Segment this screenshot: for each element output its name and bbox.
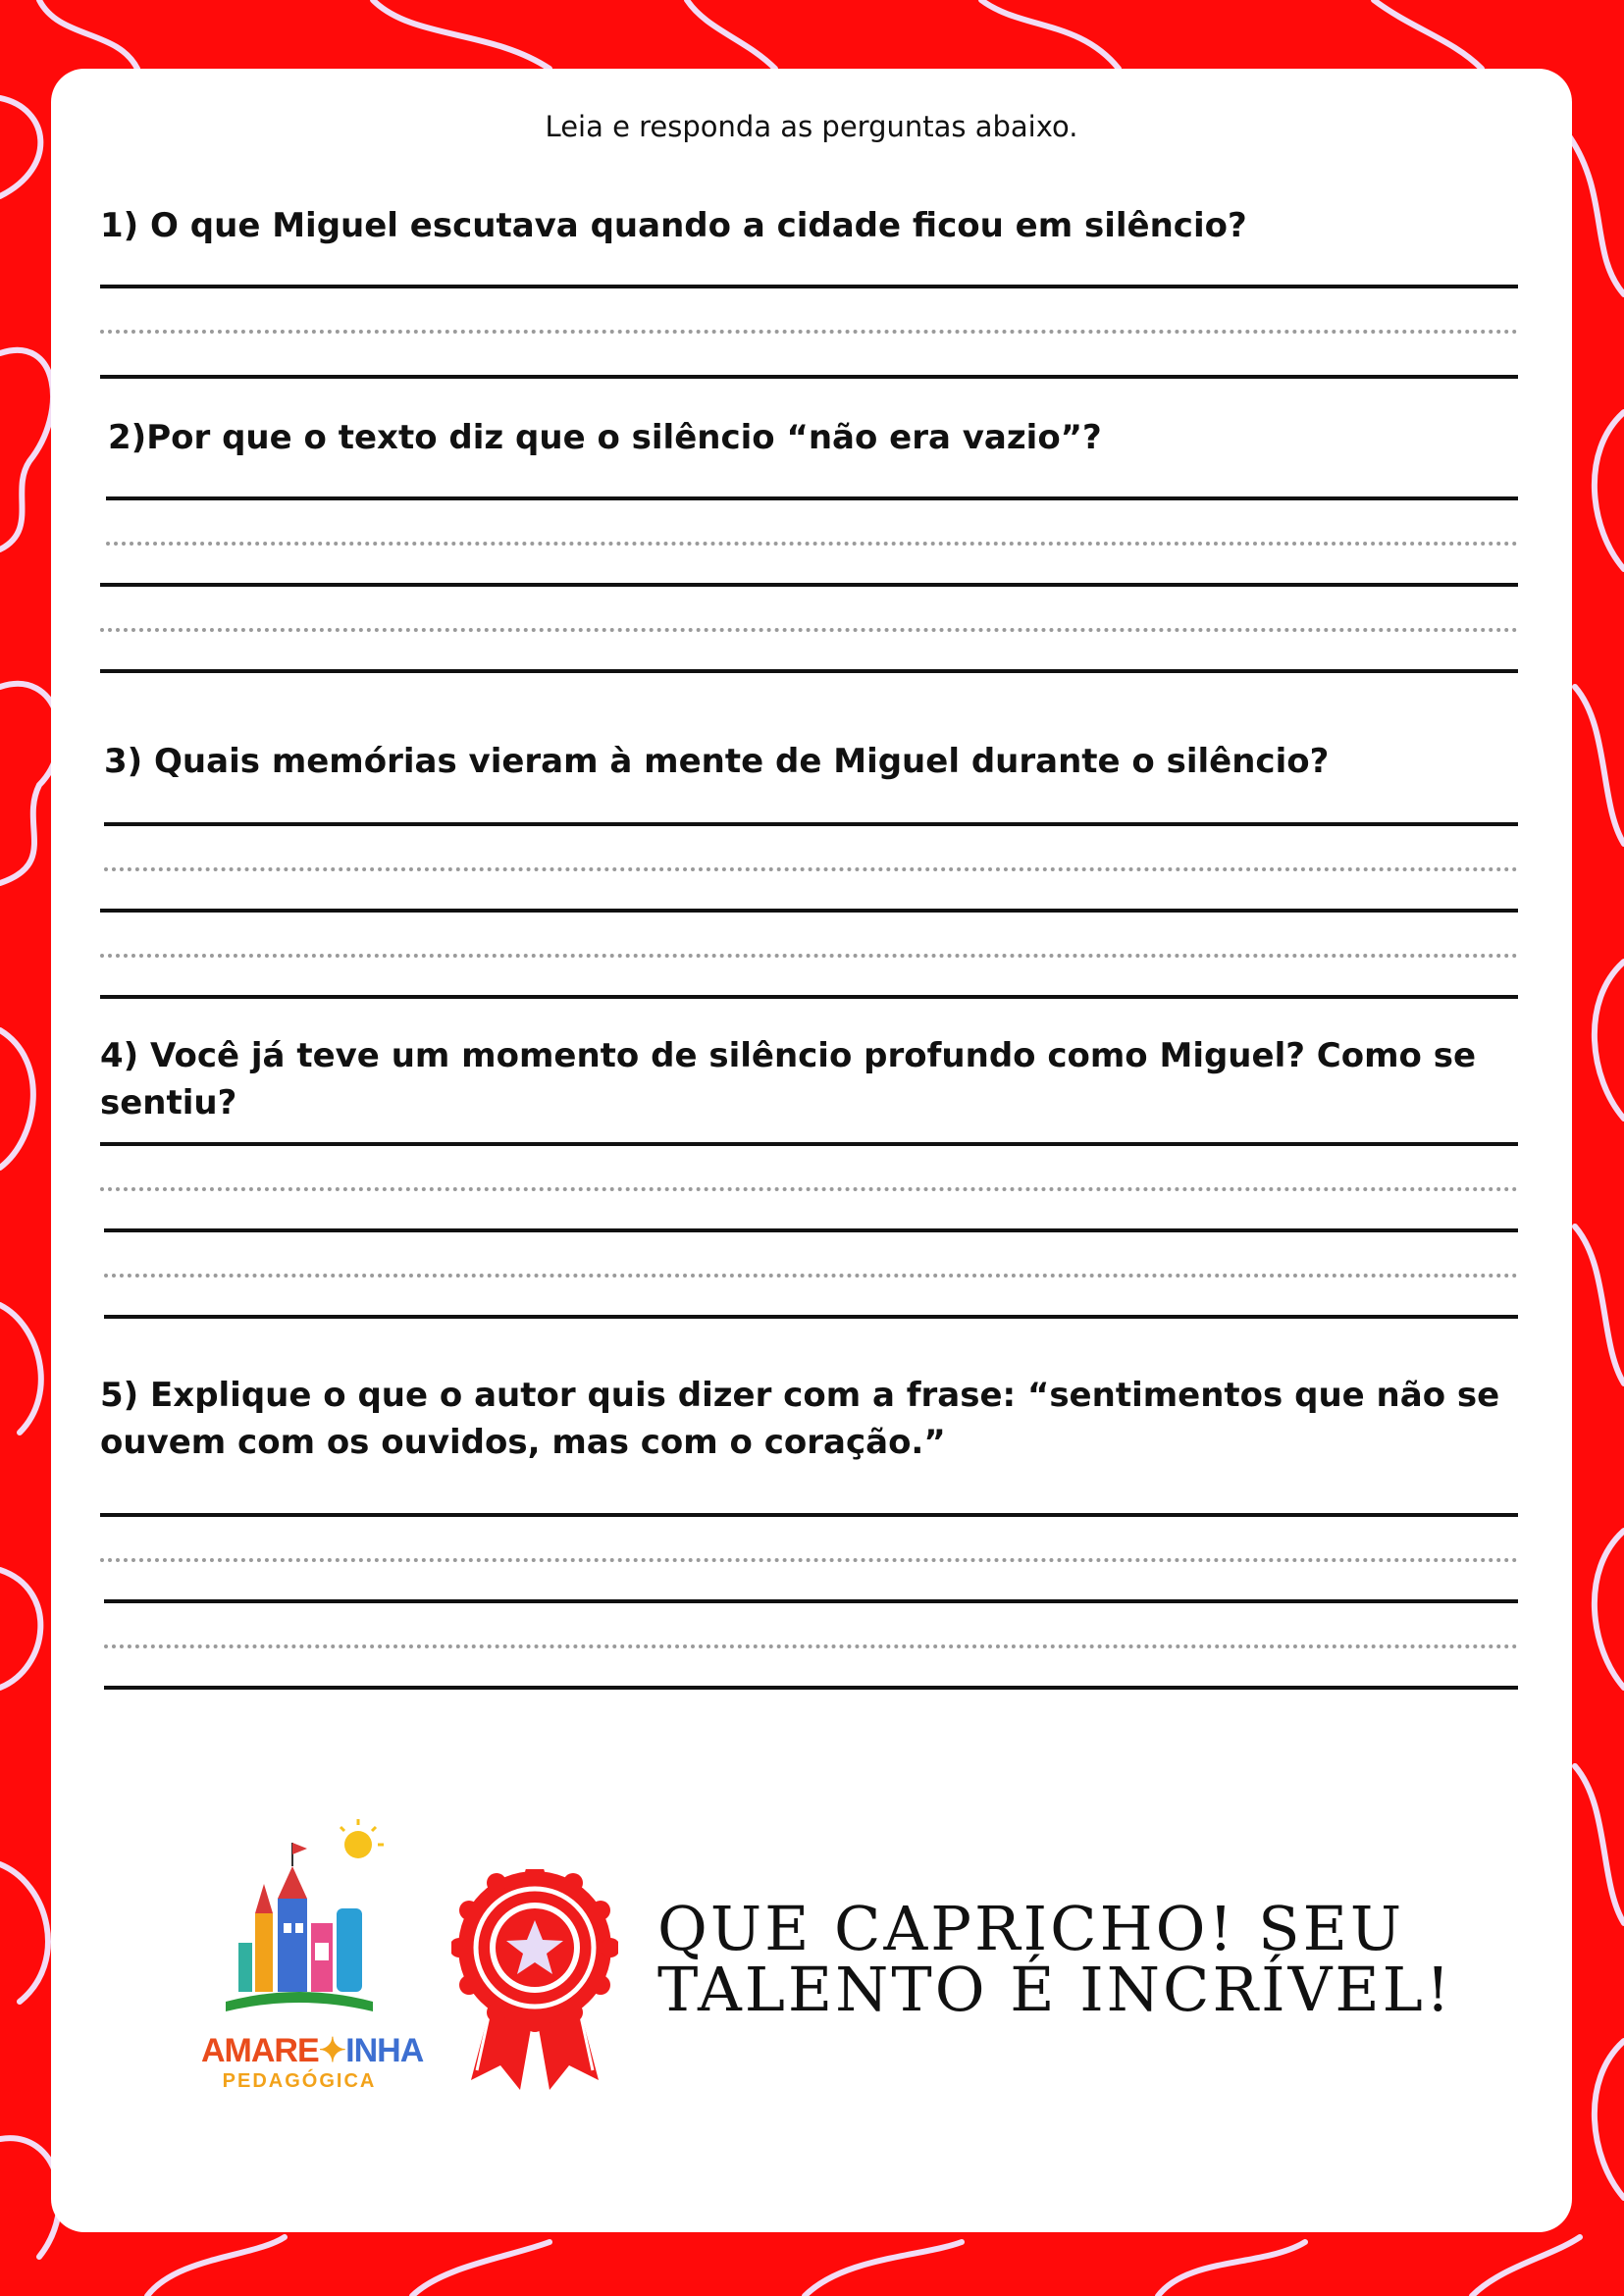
answer-guide-line <box>100 1558 1518 1562</box>
answer-guide-line <box>100 1187 1518 1191</box>
answer-line[interactable] <box>100 375 1518 379</box>
answer-line[interactable] <box>106 496 1518 500</box>
answer-line[interactable] <box>100 1513 1518 1517</box>
answer-line[interactable] <box>100 285 1518 288</box>
answer-guide-line <box>104 1644 1518 1648</box>
question-5: 5) Explique o que o autor quis dizer com a frase: “sentimentos que não se ouvem com os ouvidos, mas com o coração.” <box>100 1376 1500 1462</box>
answer-line[interactable] <box>100 583 1518 587</box>
answer-line[interactable] <box>104 822 1518 826</box>
answer-line[interactable] <box>100 995 1518 999</box>
answer-line[interactable] <box>100 909 1518 913</box>
question-2: 2)Por que o texto diz que o silêncio “não era vazio”? <box>108 418 1102 457</box>
answer-line[interactable] <box>100 669 1518 673</box>
answer-guide-line <box>100 628 1518 632</box>
answer-line[interactable] <box>100 1142 1518 1146</box>
answer-guide-line <box>106 542 1518 546</box>
instruction-text: Leia e responda as perguntas abaixo. <box>545 110 1078 143</box>
answer-line[interactable] <box>104 1315 1518 1319</box>
question-3: 3) Quais memórias vieram à mente de Miguel durante o silêncio? <box>104 742 1330 781</box>
praise-line-2: TALENTO É INCRÍVEL! <box>657 1954 1453 2025</box>
answer-guide-line <box>100 330 1518 334</box>
answer-line[interactable] <box>104 1686 1518 1690</box>
answer-line[interactable] <box>104 1599 1518 1603</box>
praise-message <box>657 1893 1462 2025</box>
ribbon-star-icon <box>451 1869 618 2095</box>
logo-name: AMARE✦INHA <box>201 2032 424 2069</box>
logo-subtitle: PEDAGÓGICA <box>222 2070 377 2092</box>
answer-line[interactable] <box>104 1228 1518 1232</box>
question-1: 1) O que Miguel escutava quando a cidade ficou em silêncio? <box>100 206 1247 245</box>
question-4: 4) Você já teve um momento de silêncio profundo como Miguel? Como se sentiu? <box>100 1036 1477 1122</box>
school-logo-icon <box>201 1805 397 2021</box>
answer-guide-line <box>104 1274 1518 1278</box>
praise-line-1: QUE CAPRICHO! SEU <box>657 1893 1405 1964</box>
answer-guide-line <box>104 867 1518 871</box>
answer-guide-line <box>100 954 1518 958</box>
